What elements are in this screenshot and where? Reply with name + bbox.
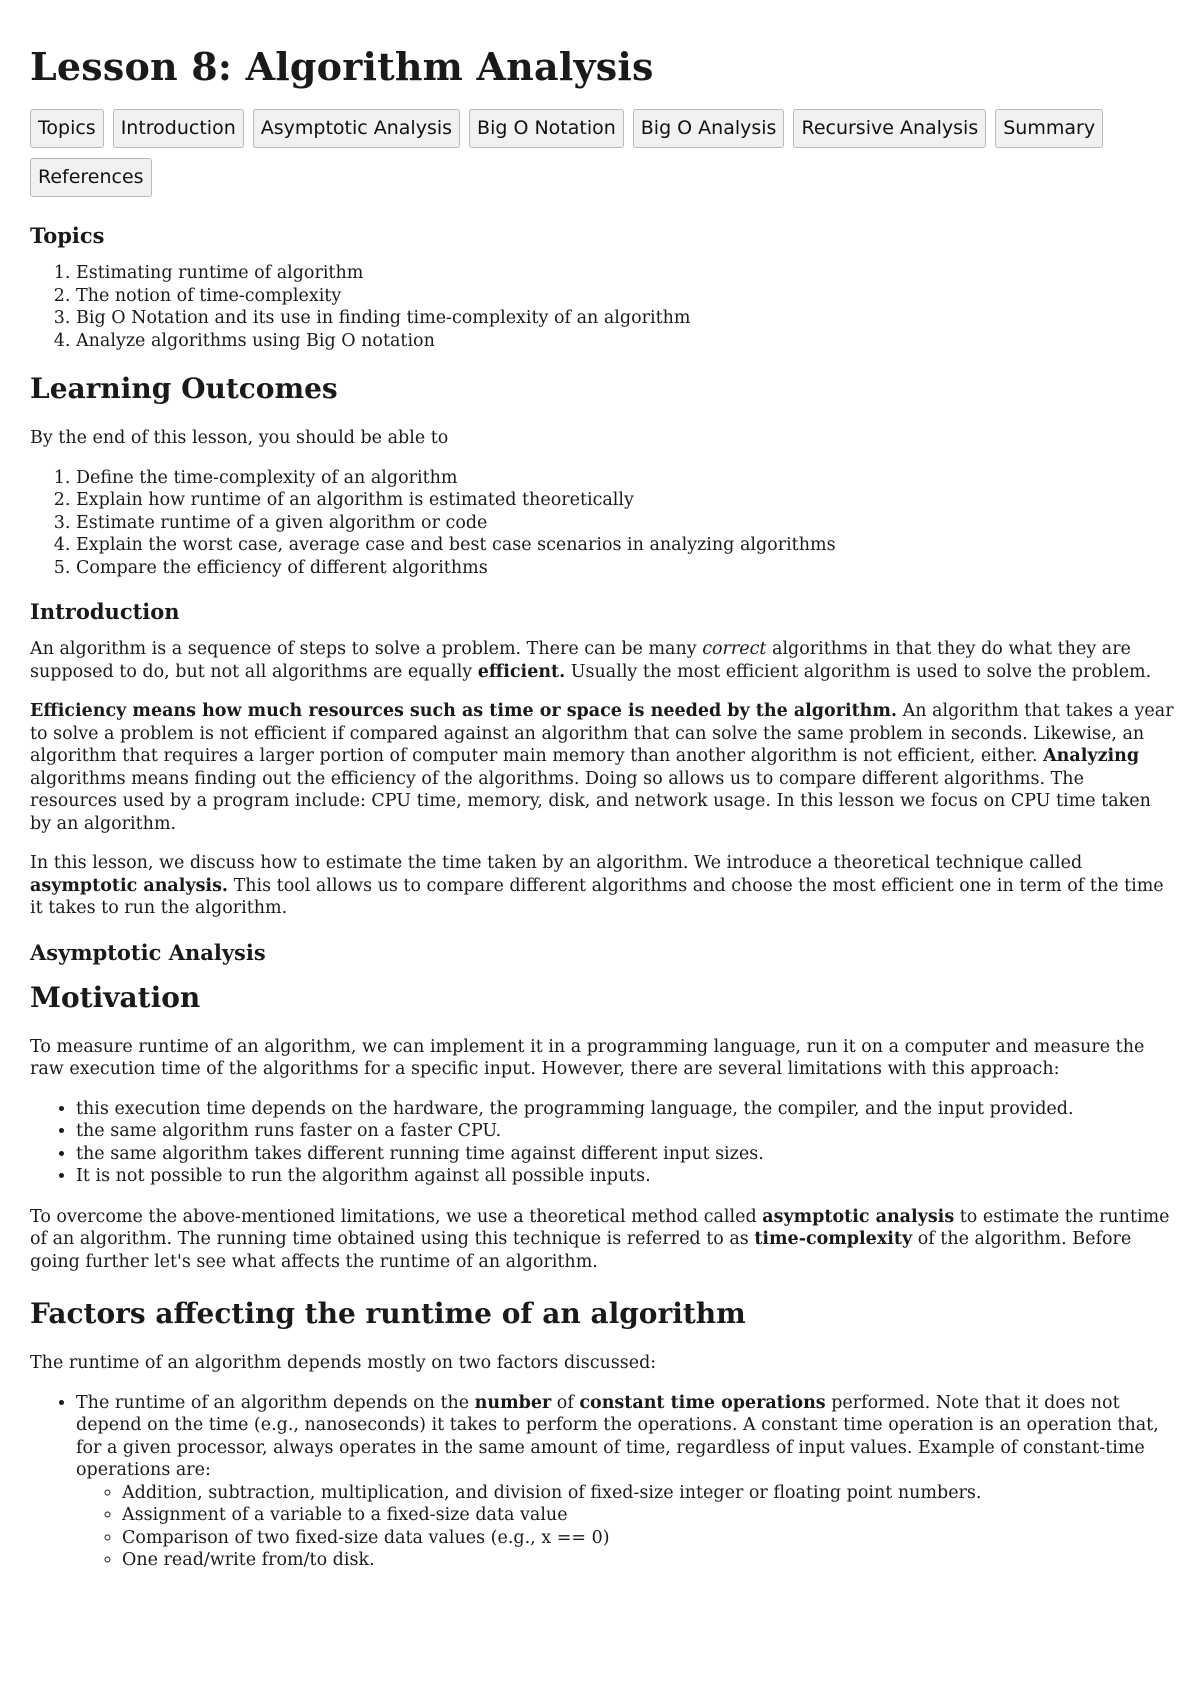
factors-lead: The runtime of an algorithm depends mostly on two factors discussed: xyxy=(30,1353,657,1373)
list-item: • the same algorithm takes different running time against different input sizes. xyxy=(76,1143,1176,1166)
list-item: 3. Big O Notation and its use in finding time-complexity of an algorithm xyxy=(76,307,1176,330)
list-item: 1. Define the time-complexity of an algorithm xyxy=(76,467,1176,490)
list-item: 4. Analyze algorithms using Big O notation xyxy=(76,330,1176,353)
factors-list xyxy=(30,1392,1176,1572)
tab-recursive-analysis[interactable]: Recursive Analysis xyxy=(793,109,986,148)
list-item: • The runtime of an algorithm depends on the number of constant time operations performed. Note that it does not depend on the time (e.g., nanoseconds) it takes to perform the operations. A constant time operation is an operation that, for a given processor, always operates in the same amount of time, regardless of input values. Example of constant-time operations are: ◦ Addition, subtraction, multiplication, and division of fixed-size integer or floating point numbers. ◦ Assignment of a variable to a fixed-size data value ◦ Comparison of two fixed-size data values (e.g., x == 0) ◦ One read/write from/to disk. xyxy=(76,1392,1176,1572)
tab-summary[interactable]: Summary xyxy=(995,109,1103,148)
outcomes-list xyxy=(30,467,1176,580)
list-item: 4. Explain the worst case, average case and best case scenarios in analyzing algorithms xyxy=(76,534,1176,557)
list-item: 2. Explain how runtime of an algorithm is estimated theoretically xyxy=(76,489,1176,512)
overcome-paragraph: To overcome the above-mentioned limitations, we use a theoretical method called asymptotic analysis to estimate the runtime of an algorithm. The running time obtained using this technique is referred to as time-complexity of the algorithm. Before going further let's see what affects the runtime of an algorithm. xyxy=(30,1206,1170,1272)
list-item: ◦ Comparison of two fixed-size data values (e.g., x == 0) xyxy=(122,1527,1176,1550)
topics-heading: Topics xyxy=(30,223,105,248)
intro-paragraph-3: In this lesson, we discuss how to estimate the time taken by an algorithm. We introduce a theoretical technique called asymptotic analysis. This tool allows us to compare different algorithms and choose the most efficient one in term of the time it takes to run the algorithm. xyxy=(30,853,1164,918)
tab-asymptotic-analysis[interactable]: Asymptotic Analysis xyxy=(253,109,460,148)
constant-time-examples xyxy=(76,1482,1176,1572)
intro-paragraph-1: An algorithm is a sequence of steps to solve a problem. There can be many correct algorithms in that they do what they are supposed to do, but not all algorithms are equally efficient. Usually the most efficient algorithm is used to solve the problem. xyxy=(30,639,1152,682)
tab-big-o-analysis[interactable]: Big O Analysis xyxy=(633,109,785,148)
motivation-heading: Motivation xyxy=(30,980,201,1014)
outcomes-lead: By the end of this lesson, you should be able to xyxy=(30,428,449,448)
outcomes-heading: Learning Outcomes xyxy=(30,372,338,405)
list-item: 5. Compare the efficiency of different algorithms xyxy=(76,557,1176,580)
list-item: ◦ Assignment of a variable to a fixed-size data value xyxy=(122,1504,1176,1527)
tab-topics[interactable]: Topics xyxy=(30,109,104,148)
section-nav xyxy=(30,109,1176,197)
list-item: • the same algorithm runs faster on a faster CPU. xyxy=(76,1120,1176,1143)
tab-big-o-notation[interactable]: Big O Notation xyxy=(469,109,624,148)
limitations-list xyxy=(30,1098,1176,1188)
asymptotic-heading: Asymptotic Analysis xyxy=(30,939,266,965)
factors-heading: Factors affecting the runtime of an algorithm xyxy=(30,1297,746,1330)
list-item: • this execution time depends on the hardware, the programming language, the compiler, and the input provided. xyxy=(76,1098,1176,1121)
motivation-paragraph: To measure runtime of an algorithm, we can implement it in a programming language, run it on a computer and measure the raw execution time of the algorithms for a specific input. However, there are several limitations with this approach: xyxy=(30,1036,1145,1079)
page-title: Lesson 8: Algorithm Analysis xyxy=(30,44,654,89)
list-item: 1. Estimating runtime of algorithm xyxy=(76,262,1176,285)
list-item: ◦ One read/write from/to disk. xyxy=(122,1549,1176,1572)
list-item: • It is not possible to run the algorithm against all possible inputs. xyxy=(76,1165,1176,1188)
topics-list xyxy=(30,262,1176,352)
list-item: 2. The notion of time-complexity xyxy=(76,285,1176,308)
introduction-heading: Introduction xyxy=(30,599,180,624)
tab-introduction[interactable]: Introduction xyxy=(113,109,244,148)
list-item: ◦ Addition, subtraction, multiplication, and division of fixed-size integer or floating point numbers. xyxy=(122,1482,1176,1505)
list-item: 3. Estimate runtime of a given algorithm or code xyxy=(76,512,1176,535)
intro-paragraph-2: Efficiency means how much resources such as time or space is needed by the algorithm. An algorithm that takes a year to solve a problem is not efficient if compared against an algorithm that can solve the same problem in seconds. Likewise, an algorithm that requires a larger portion of computer main memory than another algorithm is not efficient, either. Analyzing algorithms means finding out the efficiency of the algorithms. Doing so allows us to compare different algorithms. The resources used by a program include: CPU time, memory, disk, and network usage. In this lesson we focus on CPU time taken by an algorithm. xyxy=(30,701,1174,834)
tab-references[interactable]: References xyxy=(30,158,152,197)
